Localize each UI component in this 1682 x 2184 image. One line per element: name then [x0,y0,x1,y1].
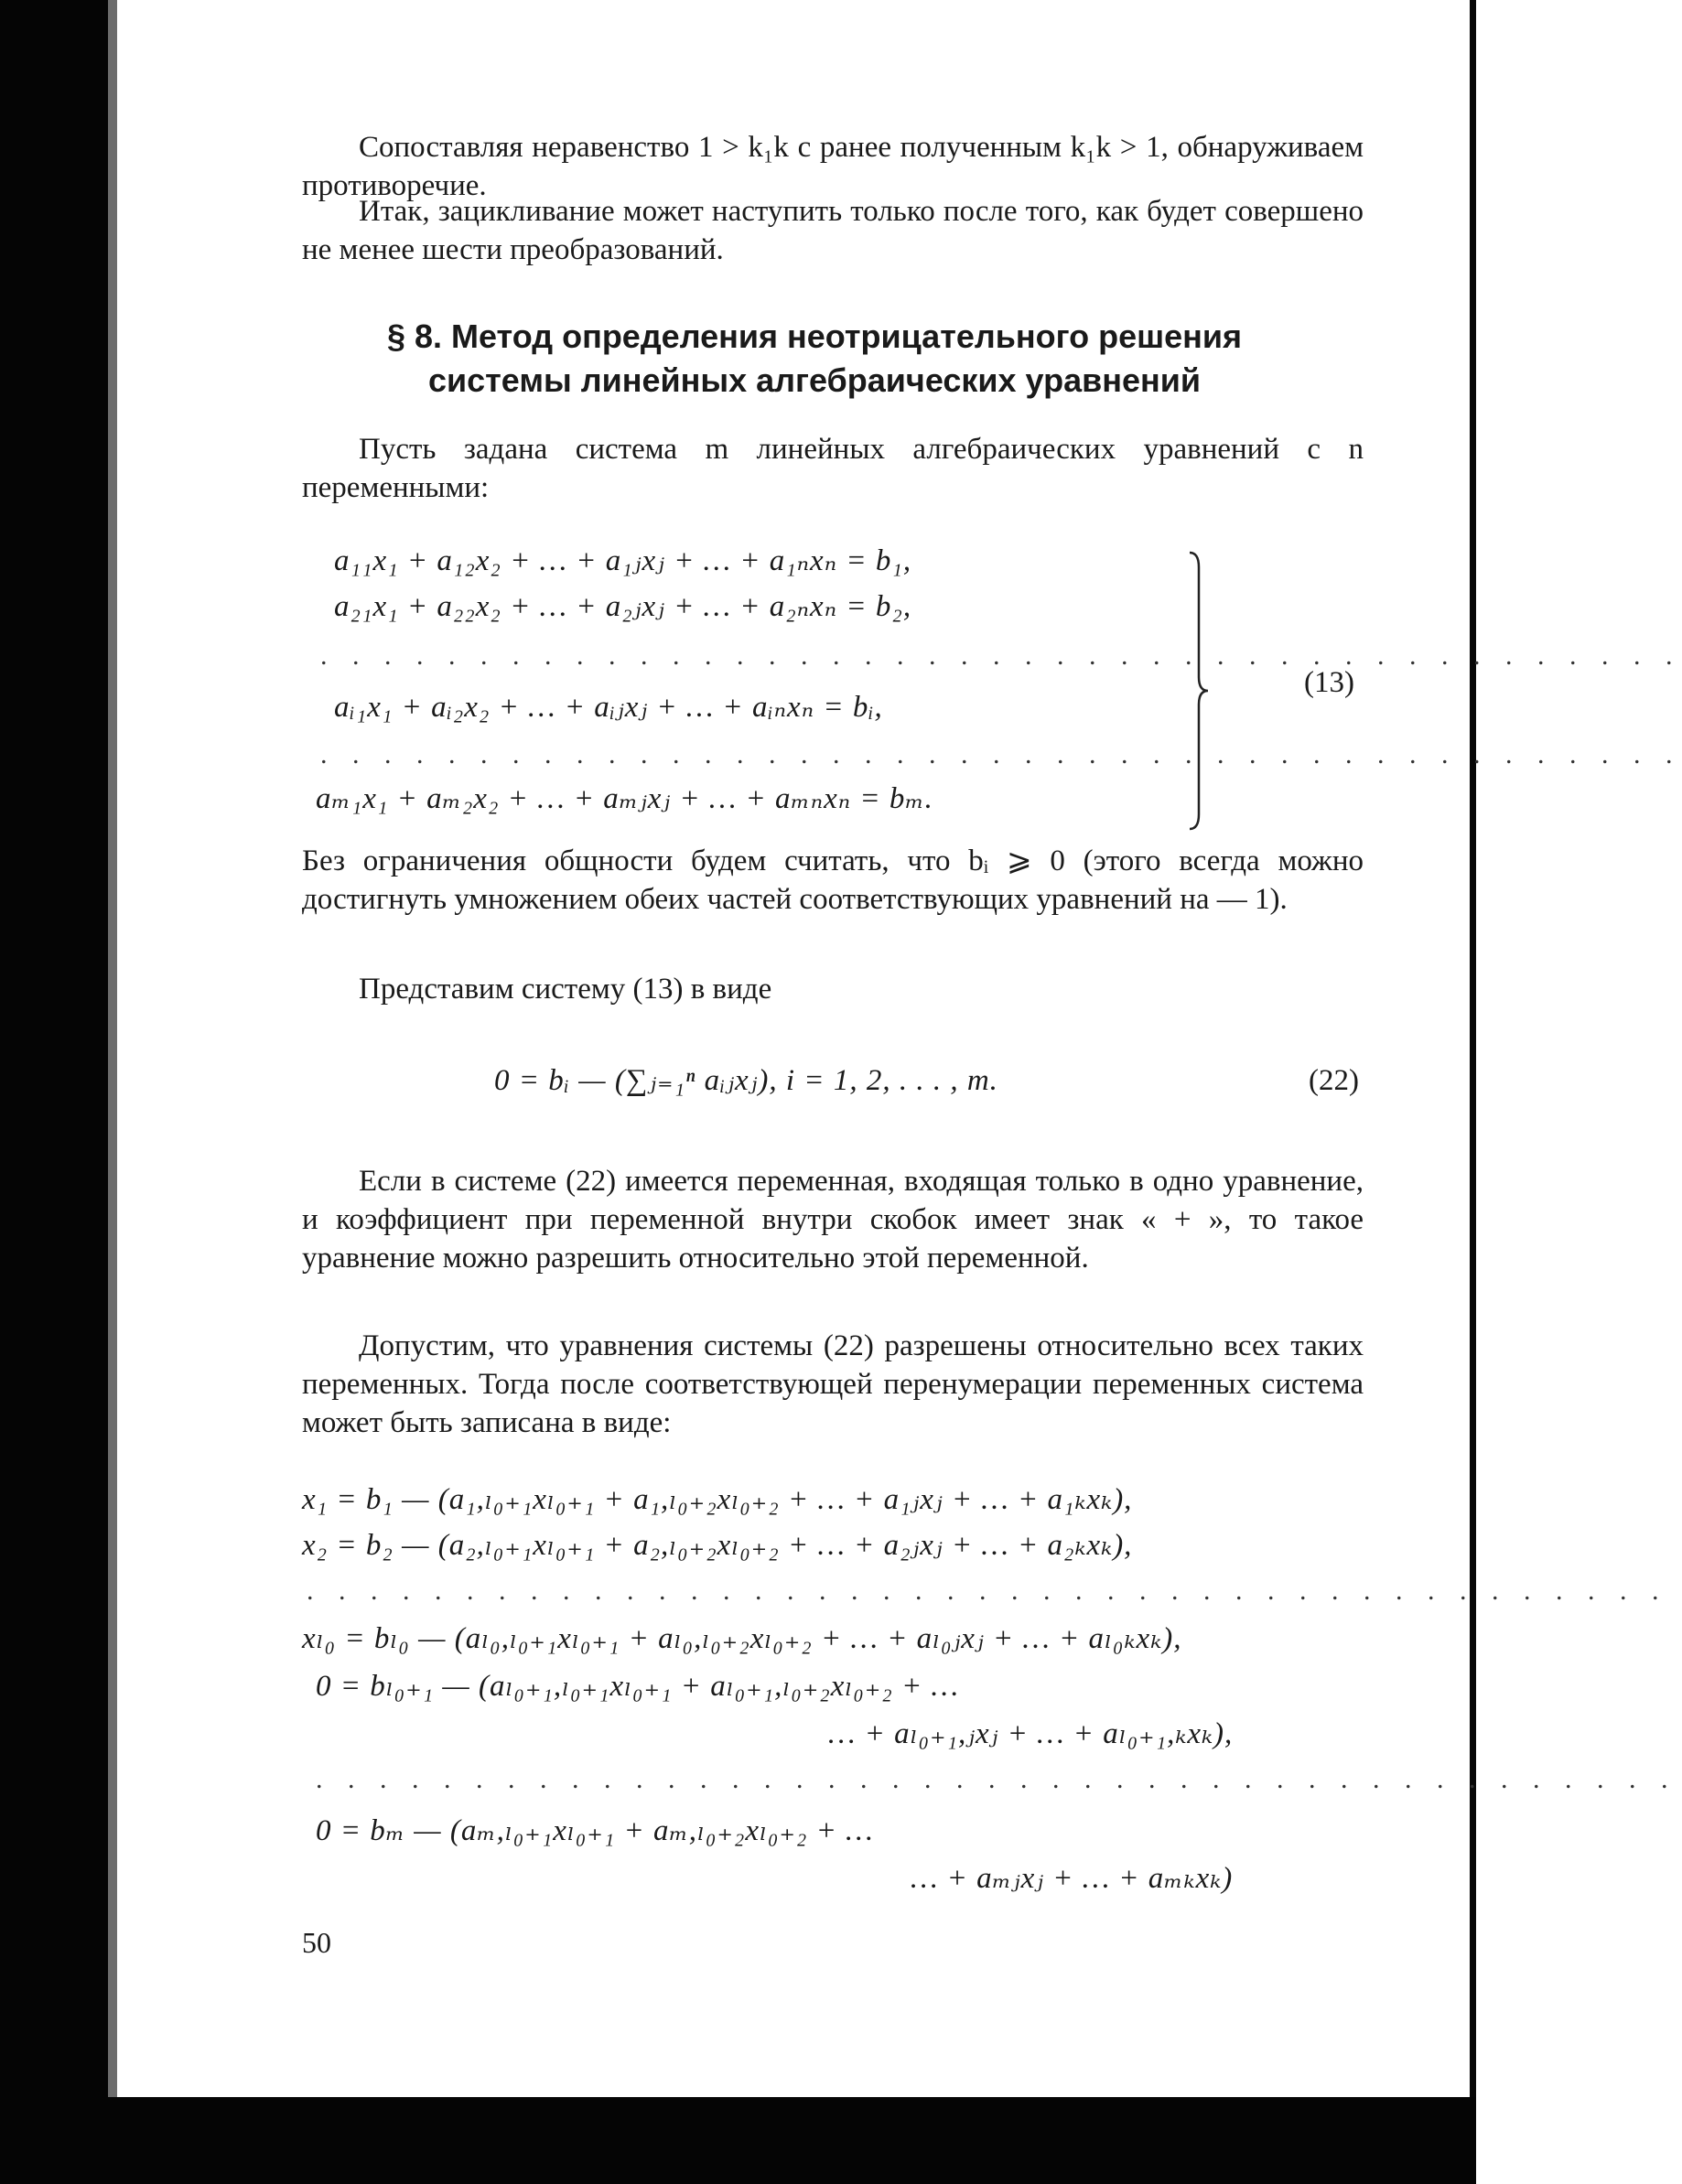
paragraph-if: Если в системе (22) имеется переменная, входящая только в одно уравнение, и коэффициент при переменной внутри скобок имеет знак « + », то такое уравнение можно разрешить относительно этой переменной. [302,1165,1364,1275]
final-system-row-1: x₁ = b₁ — (a₁,ₗ₀₊₁xₗ₀₊₁ + a₁,ₗ₀₊₂xₗ₀₊₂ + … + a₁ⱼxⱼ + … + a₁ₖxₖ), [302,1483,1133,1516]
scan-shadow [108,0,117,2184]
system13-dots-1: . . . . . . . . . . . . . . . . . . . . . . . . . . . . . . . . . . . . . . . . . . . [320,640,1682,671]
scan-edge-right [1470,0,1476,2184]
equation-number-13: (13) [1304,666,1354,699]
final-system-row-l0plus1-cont: … + aₗ₀₊₁,ⱼxⱼ + … + aₗ₀₊₁,ₖxₖ), [828,1717,1234,1750]
system13-row-i: aᵢ₁x₁ + aᵢ₂x₂ + … + aᵢⱼxⱼ + … + aᵢₙxₙ = bᵢ, [334,691,883,724]
system13-row-m: aₘ₁x₁ + aₘ₂x₂ + … + aₘⱼxⱼ + … + aₘₙxₙ = bₘ. [316,782,933,815]
final-system-row-l0plus1: 0 = bₗ₀₊₁ — (aₗ₀₊₁,ₗ₀₊₁xₗ₀₊₁ + aₗ₀₊₁,ₗ₀₊₂xₗ₀₊₂ + … [316,1670,959,1703]
equation-number-22: (22) [1309,1064,1359,1097]
paragraph-represent: Представим систему (13) в виде [359,973,772,1006]
paragraph-contradiction: Сопоставляя неравенство 1 > k₁k с ранее полученным k₁k > 1, обнаруживаем противоречие. [302,131,1364,202]
final-system-row-m-cont: … + aₘⱼxⱼ + … + aₘₖxₖ) [911,1862,1234,1895]
section-title-line1: § 8. Метод определения неотрицательного решения [386,317,1243,355]
paragraph-suppose: Допустим, что уравнения системы (22) разрешены относительно всех таких переменных. Тогда после соответствующей перенумерации переменных система может быть записана в виде: [302,1329,1364,1439]
system13-dots-2: . . . . . . . . . . . . . . . . . . . . . . . . . . . . . . . . . . . . . . . . . . . [320,739,1682,769]
system13-row-2: a₂₁x₁ + a₂₂x₂ + … + a₂ⱼxⱼ + … + a₂ₙxₙ = b₂, [334,590,912,623]
paragraph-cycling: Итак, зацикливание может наступить только после того, как будет совершено не менее шести преобразований. [302,195,1364,266]
system13-row-1: a₁₁x₁ + a₁₂x₂ + … + a₁ⱼxⱼ + … + a₁ₙxₙ = b₁, [334,544,912,577]
paragraph-generality: Без ограничения общности будем считать, что bᵢ ⩾ 0 (этого всегда можно достигнуть умножением обеих частей соответствующих уравнений на — 1). [302,845,1364,916]
final-system-row-2: x₂ = b₂ — (a₂,ₗ₀₊₁xₗ₀₊₁ + a₂,ₗ₀₊₂xₗ₀₊₂ + … + a₂ⱼxⱼ + … + a₂ₖxₖ), [302,1529,1133,1562]
equation-22: 0 = bᵢ — (∑ⱼ₌₁ⁿ aᵢⱼxⱼ), i = 1, 2, . . . , m. [494,1064,998,1097]
final-system-row-l0: xₗ₀ = bₗ₀ — (aₗ₀,ₗ₀₊₁xₗ₀₊₁ + aₗ₀,ₗ₀₊₂xₗ₀₊₂ + … + aₗ₀ⱼxⱼ + … + aₗ₀ₖxₖ), [302,1622,1182,1655]
final-system-row-m: 0 = bₘ — (aₘ,ₗ₀₊₁xₗ₀₊₁ + aₘ,ₗ₀₊₂xₗ₀₊₂ + … [316,1814,874,1847]
section-title-line2: системы линейных алгебраических уравнений [427,361,1202,399]
paragraph-intro: Пусть задана система m линейных алгебраических уравнений с n переменными: [302,433,1364,504]
page-number: 50 [302,1926,331,1959]
scan-edge-left [0,0,108,2184]
final-system-dots-1: . . . . . . . . . . . . . . . . . . . . . . . . . . . . . . . . . . . . . . . . . . . [307,1576,1668,1606]
system13-brace [1186,549,1213,833]
final-system-dots-2: . . . . . . . . . . . . . . . . . . . . . . . . . . . . . . . . . . . . . . . . . . . [316,1764,1677,1794]
scan-edge-bottom [0,2097,1476,2184]
